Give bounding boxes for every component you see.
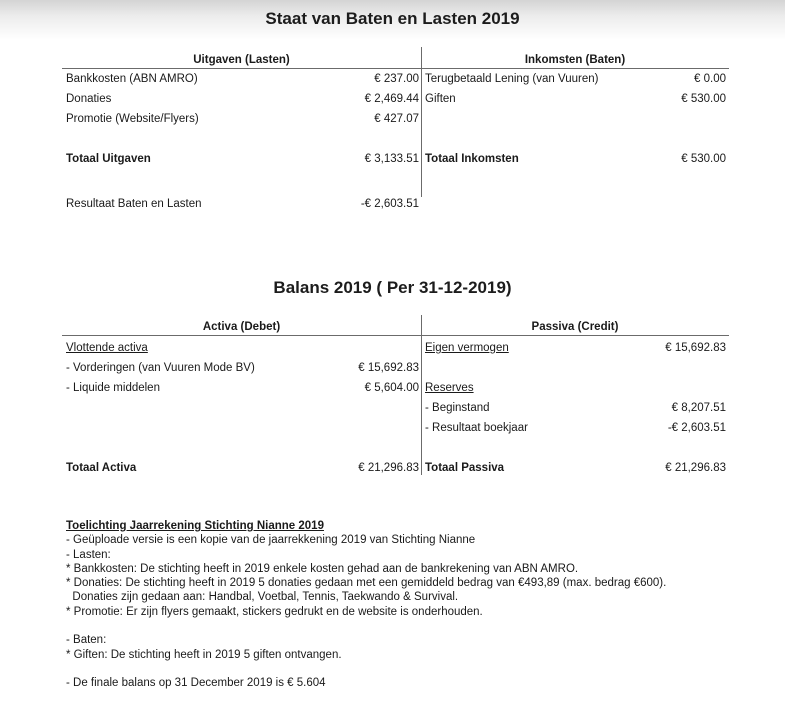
note-line: - Baten: [66, 634, 107, 647]
income-label: Terugbetaald Lening (van Vuuren) [425, 73, 599, 85]
expense-amount: € 427.07 [374, 113, 419, 125]
equity-amount: € 15,692.83 [665, 342, 726, 354]
note-line [66, 662, 666, 676]
expense-label: Donaties [66, 93, 112, 105]
reserve-label: - Beginstand [425, 402, 490, 414]
notes-title: Toelichting Jaarrekening Stichting Nianne 2019 [66, 520, 324, 532]
statement-header-rule [62, 68, 729, 69]
current-assets-group: Vlottende activa [66, 342, 148, 354]
result-amount: -€ 2,603.51 [360, 198, 419, 210]
assets-header: Activa (Debet) [202, 321, 281, 333]
equity-label: Eigen vermogen [425, 342, 509, 354]
income-label: Giften [425, 93, 456, 105]
asset-label: - Liquide middelen [66, 382, 160, 394]
expenses-header: Uitgaven (Lasten) [193, 54, 290, 66]
reserve-amount: € 8,207.51 [671, 402, 726, 414]
statement-column-divider [421, 47, 422, 197]
note-line: * Bankkosten: De stichting heeft in 2019 enkele kosten gehad aan de bankrekening van ABN AMRO. [66, 562, 579, 575]
balance-title: Balans 2019 ( Per 31-12-2019) [273, 278, 512, 297]
note-line [66, 619, 666, 633]
reserves-group: Reserves [425, 382, 474, 394]
expense-label: Promotie (Website/Flyers) [66, 113, 199, 125]
notes-section [66, 519, 666, 691]
expense-amount: € 2,469.44 [364, 93, 419, 105]
note-line: - Geüploade versie is een kopie van de jaarrekkening 2019 van Stichting Nianne [66, 534, 476, 547]
asset-label: - Vorderingen (van Vuuren Mode BV) [66, 362, 255, 374]
expense-label: Bankkosten (ABN AMRO) [66, 73, 198, 85]
balance-header-rule [62, 335, 729, 336]
total-expenses-amount: € 3,133.51 [364, 153, 419, 165]
liabilities-header: Passiva (Credit) [531, 321, 619, 333]
result-label: Resultaat Baten en Lasten [66, 198, 202, 210]
income-amount: € 0.00 [694, 73, 726, 85]
note-line: - Lasten: [66, 548, 111, 561]
note-line: * Giften: De stichting heeft in 2019 5 giften ontvangen. [66, 648, 342, 661]
reserve-label: - Resultaat boekjaar [425, 422, 528, 434]
total-assets-label: Totaal Activa [66, 462, 137, 474]
total-liabilities-amount: € 21,296.83 [665, 462, 726, 474]
total-liabilities-label: Totaal Passiva [425, 462, 505, 474]
asset-amount: € 5,604.00 [364, 382, 419, 394]
income-header: Inkomsten (Baten) [524, 54, 626, 66]
statement-title: Staat van Baten en Lasten 2019 [265, 9, 520, 28]
total-expenses-label: Totaal Uitgaven [66, 153, 151, 165]
note-line: * Promotie: Er zijn flyers gemaakt, stickers gedrukt en de website is onderhouden. [66, 605, 483, 618]
note-line: - De finale balans op 31 December 2019 is € 5.604 [66, 677, 326, 690]
balance-column-divider [421, 315, 422, 475]
total-income-label: Totaal Inkomsten [425, 153, 519, 165]
total-income-amount: € 530.00 [681, 153, 726, 165]
note-line: Donaties zijn gedaan aan: Handbal, Voetbal, Tennis, Taekwando & Survival. [66, 591, 459, 604]
expense-amount: € 237.00 [374, 73, 419, 85]
total-assets-amount: € 21,296.83 [358, 462, 419, 474]
note-line: * Donaties: De stichting heeft in 2019 5 donaties gedaan met een gemiddeld bedrag van €493,89 (max. bedrag €600). [66, 577, 667, 590]
reserve-amount: -€ 2,603.51 [667, 422, 726, 434]
income-amount: € 530.00 [681, 93, 726, 105]
asset-amount: € 15,692.83 [358, 362, 419, 374]
